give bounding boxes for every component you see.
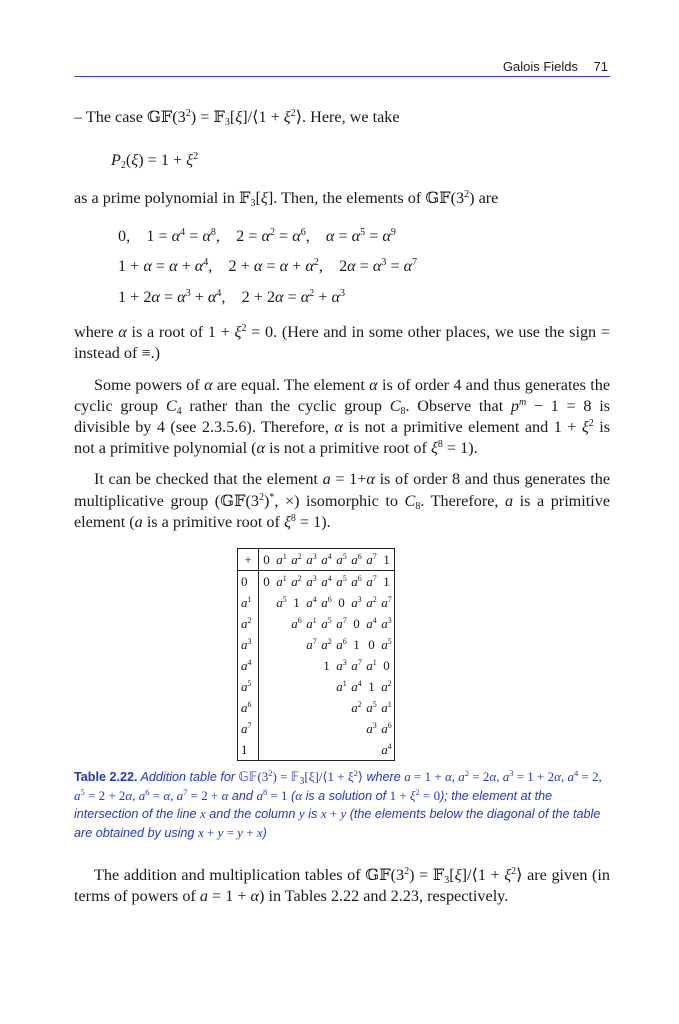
table-col-header: 0 (259, 549, 275, 571)
table-cell: $a^3$ (366, 720, 377, 736)
paragraph-order-8: It can be checked that the element a = 1+α is of order 8 and thus generates the multiplicative group ($𝔾𝔽(3^2)^*$, ×) isomorphic to $C_8$. Therefore, a is a primitive element (a is a primitive root of $\xi^8 = 1$). (74, 470, 611, 531)
table-row (238, 655, 395, 676)
table-cell: $a^7$ (381, 594, 392, 610)
table-cell: $a^7$ (306, 636, 317, 652)
table-cell: $a^7$ (351, 657, 362, 673)
table-cell (274, 697, 289, 718)
table-cell: $a^4$ (366, 615, 377, 631)
table-cell: $a^1$ (336, 678, 347, 694)
table-cell: $a^1$ (366, 657, 377, 673)
table-cell (274, 655, 289, 676)
table-col-header: 1 (379, 549, 395, 571)
table-row-header: 1 (238, 739, 259, 761)
addition-table (237, 548, 395, 761)
table-cell (319, 676, 334, 697)
table-cell (259, 613, 275, 634)
table-cell: 0 (368, 636, 375, 652)
table-cell (304, 655, 319, 676)
table-cell (334, 739, 349, 761)
table-cell: 0 (338, 594, 345, 610)
table-cell (349, 739, 364, 761)
running-title: Galois Fields (502, 59, 578, 74)
table-cell (364, 739, 379, 761)
table-cell (319, 739, 334, 761)
table-cell (259, 634, 275, 655)
table-row-header: $a^3$ (238, 634, 259, 655)
table-cell (274, 739, 289, 761)
table-cell: $a^5$ (366, 699, 377, 715)
table-col-header: $a^6$ (349, 549, 364, 571)
prime-polynomial-equation: $P_2(\xi) = 1 + \xi^2$ (111, 151, 199, 171)
table-cell: $a^2$ (321, 636, 332, 652)
table-row (238, 697, 395, 718)
table-cell (259, 718, 275, 739)
table-cell (304, 676, 319, 697)
table-cell: 1 (353, 636, 360, 652)
table-cell (274, 634, 289, 655)
table-cell: $a^1$ (306, 615, 317, 631)
table-cell: $a^6$ (291, 615, 302, 631)
table-cell: $a^2$ (381, 678, 392, 694)
table-col-header: $a^3$ (304, 549, 319, 571)
table-cell: $a^3$ (351, 594, 362, 610)
table-col-header: $a^5$ (334, 549, 349, 571)
table-cell (334, 718, 349, 739)
table-cell: $a^4$ (381, 741, 392, 757)
table-cell: $a^1$ (276, 573, 287, 589)
table-row-header: $a^7$ (238, 718, 259, 739)
elements-intro: as a prime polynomial in 𝔽$_3$[ξ]. Then, the elements of $𝔾𝔽(3^2)$ are (74, 188, 499, 209)
table-cell: $a^6$ (351, 573, 362, 589)
table-cell: 1 (368, 678, 375, 694)
table-cell: $a^2$ (351, 699, 362, 715)
table-header-row (238, 549, 395, 571)
table-cell (259, 592, 275, 613)
table-cell: 0 (263, 573, 270, 589)
table-cell: $a^7$ (366, 573, 377, 589)
table-cell (289, 634, 304, 655)
table-row (238, 571, 395, 593)
table-cell: $a^1$ (381, 699, 392, 715)
where-paragraph: where α is a root of $1 + \xi^2 = 0$. (Here and in some other places, we use the sign = instead of ≡.) (74, 323, 610, 362)
elements-equation-2: $1 + \alpha = \alpha + \alpha^4$, $2 + \alpha = \alpha + \alpha^2$, $2\alpha = \alpha^3 = \alpha^7$ (118, 257, 418, 275)
table-cell: $a^6$ (381, 720, 392, 736)
table-cell (304, 697, 319, 718)
table-cell (289, 655, 304, 676)
table-cell: 1 (323, 657, 330, 673)
table-row (238, 739, 395, 761)
table-cell: $a^2$ (366, 594, 377, 610)
table-cell: 0 (353, 615, 360, 631)
table-cell: $a^6$ (336, 636, 347, 652)
paragraph-order-4: Some powers of α are equal. The element α is of order 4 and thus generates the cyclic group $C_4$ rather than the cyclic group $C_8$. Observe that $p^m - 1 = 8$ is divisible by 4 (see 2.3.5.6). Therefore, α is not a primitive element and $1 + \xi^2$ is not a primitive polynomial (α is not a primitive root of $\xi^8 = 1$). (74, 376, 611, 457)
table-cell: $a^3$ (381, 615, 392, 631)
table-cell: $a^4$ (306, 594, 317, 610)
table-cell (289, 718, 304, 739)
table-cell (259, 655, 275, 676)
table-cell: $a^4$ (321, 573, 332, 589)
table-cell (289, 697, 304, 718)
table-cell: $a^2$ (291, 573, 302, 589)
table-cell (274, 613, 289, 634)
table-row-header: $a^5$ (238, 676, 259, 697)
table-cell: $a^5$ (276, 594, 287, 610)
table-cell (334, 697, 349, 718)
table-cell (259, 676, 275, 697)
table-cell (349, 718, 364, 739)
table-cell: 0 (383, 657, 390, 673)
table-cell: 1 (383, 573, 390, 589)
table-cell (289, 739, 304, 761)
table-cell: $a^7$ (336, 615, 347, 631)
elements-equation-3: $1 + 2\alpha = \alpha^3 + \alpha^4$, $2 + 2\alpha = \alpha^2 + \alpha^3$ (118, 288, 346, 306)
table-cell: $a^4$ (351, 678, 362, 694)
table-row (238, 676, 395, 697)
table-cell: $a^3$ (336, 657, 347, 673)
table-col-header: $a^1$ (274, 549, 289, 571)
table-cell: $a^5$ (336, 573, 347, 589)
table-cell (274, 718, 289, 739)
table-caption: Table 2.22. Addition table for $𝔾𝔽(3^2)$ = 𝔽$_3$[ξ]/⟨1 + $\xi^2⟩$ where a = 1 + α, $a^2 = 2\alpha$, $a^3 = 1 + 2\alpha$, $a^4 = 2$, $a^5 = 2 + 2\alpha$, $a^6 = \alpha$, $a^7 = 2 + \alpha$ and $a^8 = 1$ (α is a solution of $1 + \xi^2 = 0$); the element at the intersection of the line x and the column y is x + y (the elements below the diagonal of the table are obtained by using x + y = y + x) (74, 768, 602, 840)
table-row-header: $a^2$ (238, 613, 259, 634)
table-cell: 1 (293, 594, 300, 610)
table-cell: $a^5$ (321, 615, 332, 631)
table-cell (259, 697, 275, 718)
table-row-header: $a^1$ (238, 592, 259, 613)
case-intro: – The case $𝔾𝔽(3^2)$ = 𝔽$_3$[ξ]/⟨1 + $\xi^2⟩$. Here, we take (74, 107, 400, 128)
table-cell: $a^3$ (306, 573, 317, 589)
table-cell (289, 676, 304, 697)
elements-equation-1: 0, $1 = \alpha^4 = \alpha^8$, $2 = \alpha^2 = \alpha^6$, $\alpha = \alpha^5 = \alpha^9$ (118, 227, 396, 245)
table-row-header: $a^6$ (238, 697, 259, 718)
table-cell (274, 676, 289, 697)
table-col-header: $a^2$ (289, 549, 304, 571)
table-row-header: $a^4$ (238, 655, 259, 676)
table-row (238, 718, 395, 739)
table-row (238, 634, 395, 655)
table-cell (319, 697, 334, 718)
page-header (74, 56, 610, 77)
table-cell (259, 739, 275, 761)
table-cell (319, 718, 334, 739)
table-row (238, 592, 395, 613)
table-cell (304, 739, 319, 761)
table-operator: + (238, 549, 259, 571)
table-cell (304, 718, 319, 739)
page-number: 71 (593, 59, 608, 74)
final-paragraph: The addition and multiplication tables of $𝔾𝔽(3^2)$ = 𝔽$_3$[ξ]/⟨1 + $\xi^2⟩$ are given (in terms of powers of a = 1 + α) in Tables 2.22 and 2.23, respectively. (74, 865, 610, 905)
table-col-header: $a^4$ (319, 549, 334, 571)
table-cell: $a^6$ (321, 594, 332, 610)
table-row (238, 613, 395, 634)
table-cell: $a^5$ (381, 636, 392, 652)
table-row-header: 0 (238, 571, 259, 593)
table-col-header: $a^7$ (364, 549, 379, 571)
